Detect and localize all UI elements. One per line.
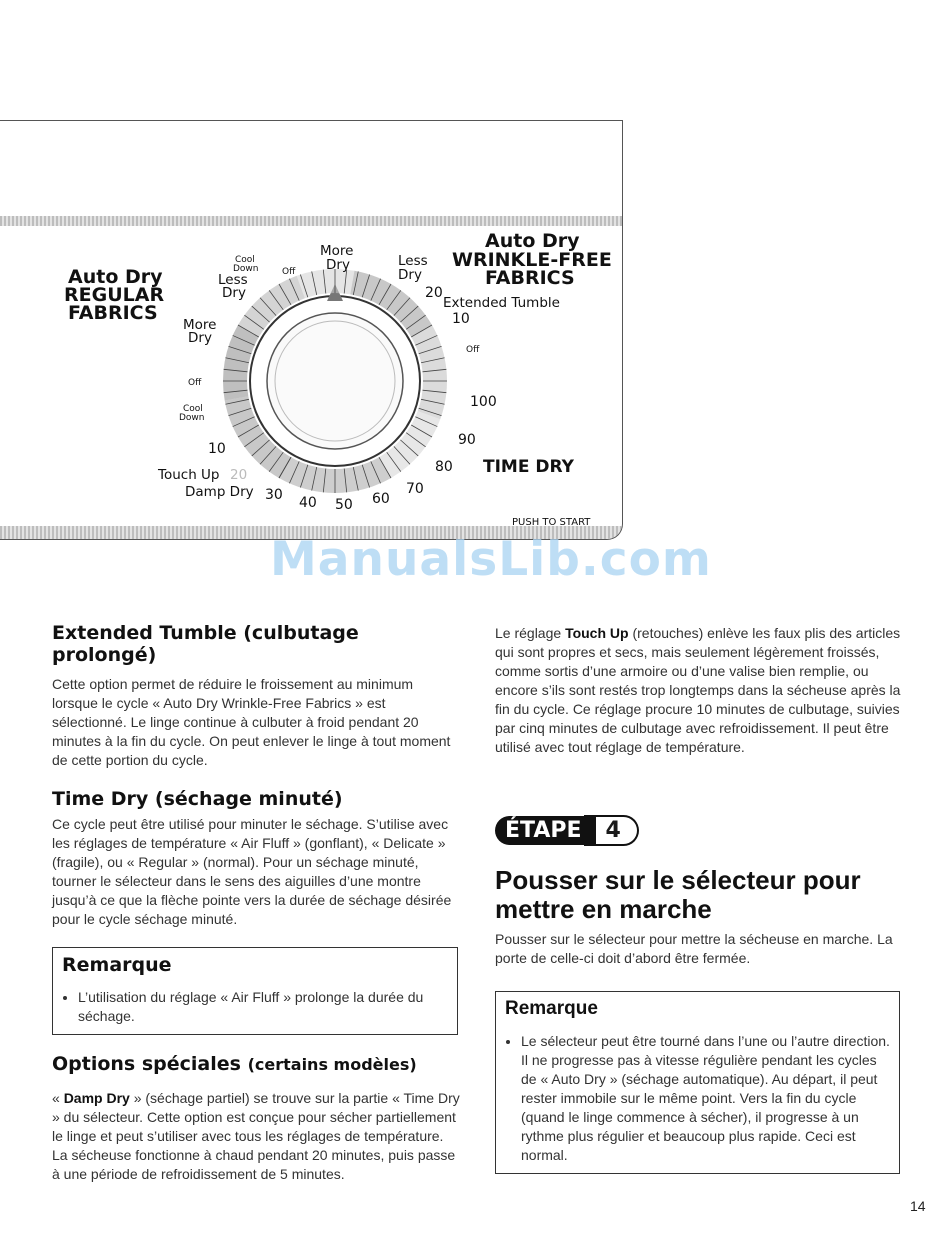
step-body: Pousser sur le sélecteur pour mettre la sécheuse en marche. La porte de celle-ci doit d’abord être fermée. [495, 931, 893, 966]
label-less-left: Less [218, 272, 248, 288]
label-10-right: 10 [452, 311, 470, 327]
right-group-line2: WRINKLE-FREE [452, 249, 612, 271]
label-off-right: Off [466, 345, 480, 355]
right-group-line1: Auto Dry [485, 230, 580, 252]
extended-tumble-section [52, 622, 462, 770]
label-cool-left: Cool [183, 404, 203, 414]
left-group-line1: Auto Dry [68, 266, 163, 288]
label-time-dry: TIME DRY [483, 457, 574, 477]
time-100: 100 [470, 394, 497, 410]
dial-diagram [0, 121, 623, 540]
note-box-left [52, 947, 458, 1035]
label-10-left: 10 [208, 441, 226, 457]
label-more-top: More [320, 243, 354, 259]
label-extended-tumble: Extended Tumble [443, 295, 560, 311]
time-dry-body: Ce cycle peut être utilisé pour minuter le séchage. S’utilise avec les réglages de température « Air Fluff » (gonflant), « Delicate » (fragile), ou « Regular » (normal). Pour un séchage minuté, tourner le sélecteur dans le sens des aiguilles d’une montre jusqu’à ce que la flèche pointe vers la durée de séchage désirée pour le cycle séchage minuté. [52, 816, 452, 927]
note-box-right [495, 991, 900, 1174]
label-down-top: Down [233, 264, 259, 274]
time-50: 50 [335, 497, 353, 513]
right-column [495, 624, 905, 757]
label-damp-dry: Damp Dry [185, 484, 254, 500]
right-group-line3: FABRICS [485, 267, 575, 289]
label-more-left: More [183, 317, 217, 333]
step-badge-label: ÉTAPE [495, 816, 596, 845]
special-options-title: Options spéciales [52, 1053, 241, 1075]
step-badge [495, 815, 639, 849]
touch-up-paragraph: Le réglage Touch Up (retouches) enlève les faux plis des articles qui sont propres et secs, mais seulement légèrement froissés, comme sortis d’une armoire ou d’une valise bien remplie, ou encore s’ils sont restés trop longtemps dans la sécheuse après la fin du cycle. Ce réglage procure 10 minutes de culbutage, suivies par cinq minutes de culbutage avec refroidissement. Il peut être utilisé avec tout réglage de température. [495, 625, 901, 755]
time-70: 70 [406, 481, 424, 497]
watermark-text: ManualsLib.com [270, 532, 712, 587]
label-20-faded: 20 [230, 467, 248, 483]
time-dry-heading: Time Dry (séchage minuté) [52, 788, 343, 810]
label-down-left: Down [179, 413, 205, 423]
dial-arc-segment [297, 269, 355, 298]
special-options-title-small: (certains modèles) [247, 1055, 417, 1074]
extended-tumble-heading: Extended Tumble (culbutage prolongé) [52, 622, 359, 666]
time-90: 90 [458, 432, 476, 448]
time-80: 80 [435, 459, 453, 475]
label-cool-top: Cool [235, 255, 255, 265]
page-number: 14 [910, 1198, 926, 1214]
step-title: Pousser sur le sélecteur pour mettre en marche [495, 865, 861, 924]
label-off-left: Off [188, 378, 202, 388]
label-dry-left2: Dry [188, 330, 212, 346]
time-40: 40 [299, 495, 317, 511]
label-20-right: 20 [425, 285, 443, 301]
note-left-item: • L’utilisation du réglage « Air Fluff » prolonge la durée du séchage. [78, 988, 448, 1026]
note-right-title: Remarque [505, 998, 598, 1019]
label-touch-up: Touch Up [158, 467, 220, 483]
touch-up-bold: Touch Up [565, 625, 629, 641]
push-to-start-label: PUSH TO START [512, 517, 591, 528]
special-options-body: « Damp Dry » (séchage partiel) se trouve sur la partie « Time Dry » du sélecteur. Cette option est conçue pour sécher partiellement le linge et peut s’utiliser avec tous les réglages de température. La sécheuse fonctionne à chaud pendant 20 minutes, puis passe à une période de refroidissement de 5 minutes. [52, 1090, 460, 1182]
dryer-control-panel [0, 120, 623, 540]
time-60: 60 [372, 491, 390, 507]
label-dry-top: Dry [326, 257, 350, 273]
special-options-heading [52, 1053, 462, 1075]
label-dry-left: Dry [222, 285, 246, 301]
extended-tumble-body: Cette option permet de réduire le froissement au minimum lorsque le cycle « Auto Dry Wrinkle-Free Fabrics » est sélectionné. Le linge continue à culbuter à froid pendant 20 minutes à la fin du cycle. On peut enlever le linge à tout moment de cette portion du cycle. [52, 676, 451, 768]
special-options-section [52, 1053, 462, 1184]
left-group-line2: REGULAR [64, 284, 165, 306]
time-dry-section [52, 788, 462, 929]
damp-dry-bold: Damp Dry [63, 1090, 130, 1106]
time-30: 30 [265, 487, 283, 503]
left-group-line3: FABRICS [68, 302, 158, 324]
label-off-top: Off [282, 267, 296, 277]
note-left-title: Remarque [62, 954, 172, 976]
left-column [52, 622, 462, 1202]
note-right-item: • Le sélecteur peut être tourné dans l’une ou l’autre direction. Il ne progresse pas à vitesse régulière pendant les cycles de « Auto Dry » (séchage automatique). Au départ, il peut rester immobile sur le même point. Vers la fin du cycle (quand le linge commence à sécher), il progresse à un rythme plus régulier et beaucoup plus rapide. Ceci est normal. [521, 1032, 890, 1165]
step-body-block [495, 930, 905, 968]
dial-knob[interactable] [250, 296, 420, 466]
label-less-right: Less [398, 253, 428, 269]
label-dry-right: Dry [398, 267, 422, 283]
step-badge-number: 4 [584, 815, 639, 846]
